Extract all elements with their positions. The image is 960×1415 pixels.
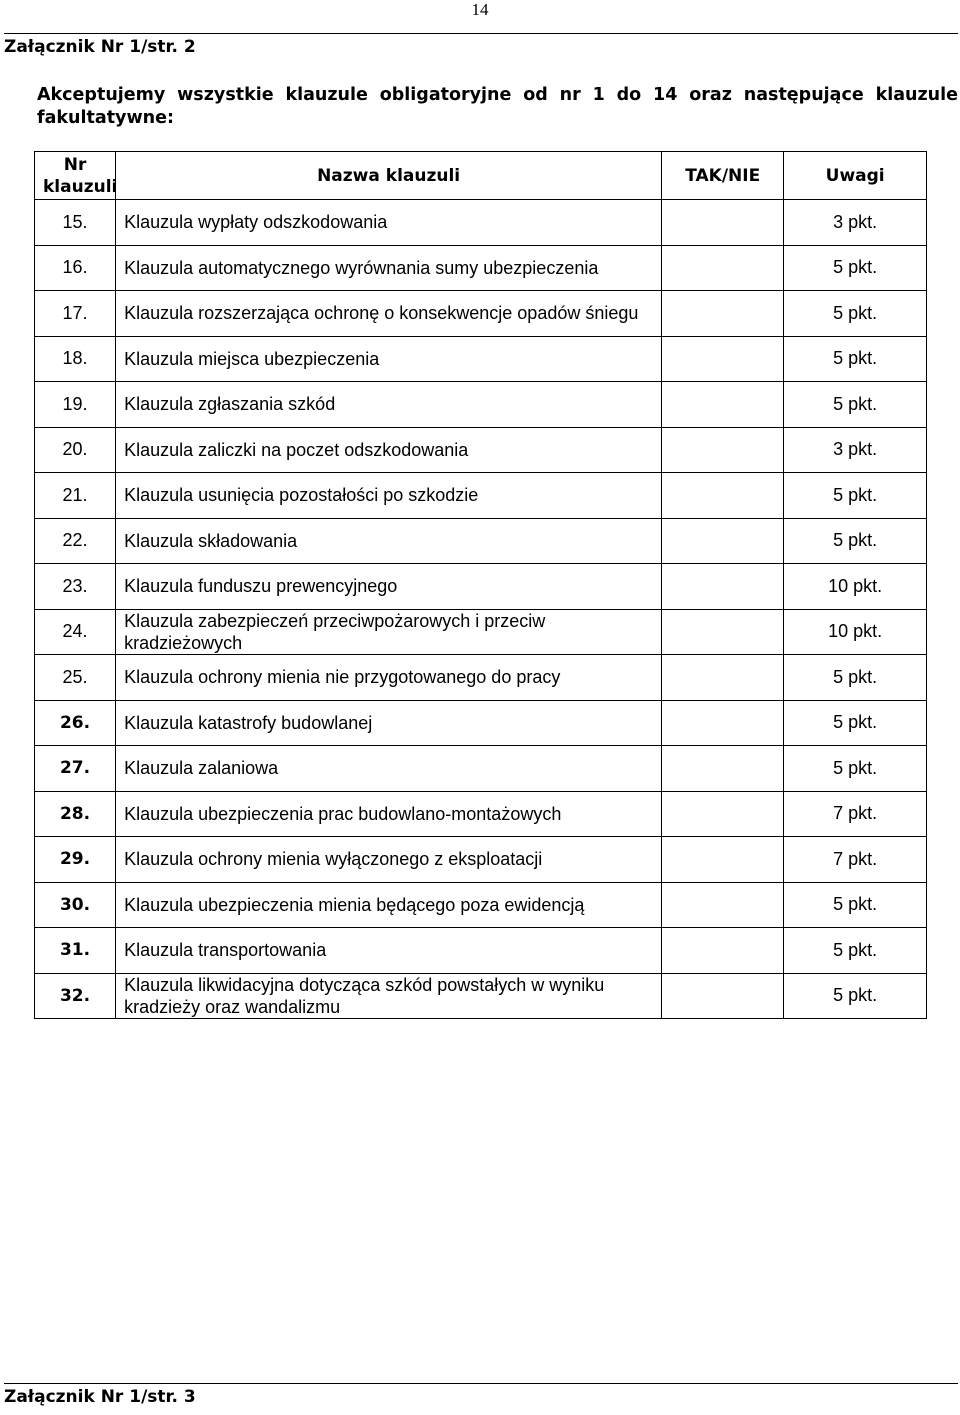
clause-number: 15.: [35, 200, 116, 246]
clause-points: 5 pkt.: [784, 746, 927, 792]
clause-points: 10 pkt.: [784, 564, 927, 610]
clause-name: Klauzula funduszu prewencyjnego: [116, 564, 662, 610]
clause-number: 18.: [35, 336, 116, 382]
clause-number: 27.: [35, 746, 116, 792]
clause-number: 23.: [35, 564, 116, 610]
attachment-header-bottom: Załącznik Nr 1/str. 3: [4, 1383, 958, 1407]
table-row: [35, 473, 927, 519]
header-uwagi: Uwagi: [784, 152, 927, 200]
clause-number: 16.: [35, 245, 116, 291]
clause-points: 7 pkt.: [784, 791, 927, 837]
tak-nie-cell[interactable]: [662, 928, 784, 974]
clause-points: 5 pkt.: [784, 973, 927, 1019]
attachment-header-top: Załącznik Nr 1/str. 2: [4, 33, 958, 57]
clause-name: Klauzula wypłaty odszkodowania: [116, 200, 662, 246]
clause-name: Klauzula składowania: [116, 518, 662, 564]
table-row: [35, 245, 927, 291]
tak-nie-cell[interactable]: [662, 473, 784, 519]
table-row: [35, 700, 927, 746]
clause-number: 20.: [35, 427, 116, 473]
clause-number: 21.: [35, 473, 116, 519]
page-number: 14: [471, 0, 489, 19]
clause-name: Klauzula usunięcia pozostałości po szkodzie: [116, 473, 662, 519]
tak-nie-cell[interactable]: [662, 609, 784, 655]
table-header-row: [35, 152, 927, 200]
clause-points: 10 pkt.: [784, 609, 927, 655]
table-row: [35, 791, 927, 837]
tak-nie-cell[interactable]: [662, 518, 784, 564]
clause-name: Klauzula ochrony mienia wyłączonego z eksploatacji: [116, 837, 662, 883]
clause-name: Klauzula zaliczki na poczet odszkodowania: [116, 427, 662, 473]
tak-nie-cell[interactable]: [662, 655, 784, 701]
clause-name: Klauzula automatycznego wyrównania sumy ubezpieczenia: [116, 245, 662, 291]
clause-name: Klauzula katastrofy budowlanej: [116, 700, 662, 746]
table-row: [35, 973, 927, 1019]
clause-number: 22.: [35, 518, 116, 564]
tak-nie-cell[interactable]: [662, 291, 784, 337]
table-row: [35, 837, 927, 883]
clause-number: 24.: [35, 609, 116, 655]
clause-points: 5 pkt.: [784, 336, 927, 382]
clause-points: 5 pkt.: [784, 928, 927, 974]
table-row: [35, 518, 927, 564]
clause-name: Klauzula transportowania: [116, 928, 662, 974]
tak-nie-cell[interactable]: [662, 746, 784, 792]
header-nr: Nr klauzuli: [35, 152, 116, 200]
clause-points: 7 pkt.: [784, 837, 927, 883]
table-body: [35, 200, 927, 1019]
clause-number: 19.: [35, 382, 116, 428]
clause-number: 29.: [35, 837, 116, 883]
tak-nie-cell[interactable]: [662, 427, 784, 473]
clause-number: 28.: [35, 791, 116, 837]
table-row: [35, 928, 927, 974]
table-row: [35, 427, 927, 473]
table-row: [35, 291, 927, 337]
clause-name: Klauzula ochrony mienia nie przygotowanego do pracy: [116, 655, 662, 701]
clauses-table: [34, 151, 927, 1019]
table-row: [35, 882, 927, 928]
clause-points: 5 pkt.: [784, 473, 927, 519]
table-row: [35, 336, 927, 382]
clause-points: 3 pkt.: [784, 427, 927, 473]
tak-nie-cell[interactable]: [662, 882, 784, 928]
clause-number: 32.: [35, 973, 116, 1019]
clause-points: 5 pkt.: [784, 291, 927, 337]
clause-points: 5 pkt.: [784, 518, 927, 564]
clause-points: 5 pkt.: [784, 882, 927, 928]
tak-nie-cell[interactable]: [662, 973, 784, 1019]
table-row: [35, 609, 927, 655]
tak-nie-cell[interactable]: [662, 245, 784, 291]
clause-number: 30.: [35, 882, 116, 928]
clause-number: 26.: [35, 700, 116, 746]
header-name: Nazwa klauzuli: [116, 152, 662, 200]
tak-nie-cell[interactable]: [662, 837, 784, 883]
clause-name: Klauzula ubezpieczenia mienia będącego poza ewidencją: [116, 882, 662, 928]
tak-nie-cell[interactable]: [662, 700, 784, 746]
clause-name: Klauzula ubezpieczenia prac budowlano-montażowych: [116, 791, 662, 837]
clause-number: 31.: [35, 928, 116, 974]
table-row: [35, 382, 927, 428]
clause-points: 5 pkt.: [784, 700, 927, 746]
clause-number: 17.: [35, 291, 116, 337]
clause-name: Klauzula zabezpieczeń przeciwpożarowych i przeciw kradzieżowych: [116, 609, 662, 655]
clause-points: 5 pkt.: [784, 245, 927, 291]
tak-nie-cell[interactable]: [662, 336, 784, 382]
tak-nie-cell[interactable]: [662, 564, 784, 610]
table-row: [35, 655, 927, 701]
clause-name: Klauzula miejsca ubezpieczenia: [116, 336, 662, 382]
table-row: [35, 746, 927, 792]
clause-name: Klauzula rozszerzająca ochronę o konsekwencje opadów śniegu: [116, 291, 662, 337]
header-tak-nie: TAK/NIE: [662, 152, 784, 200]
clause-points: 3 pkt.: [784, 200, 927, 246]
clause-name: Klauzula zalaniowa: [116, 746, 662, 792]
clause-points: 5 pkt.: [784, 382, 927, 428]
table-row: [35, 200, 927, 246]
clause-number: 25.: [35, 655, 116, 701]
table-row: [35, 564, 927, 610]
intro-text: Akceptujemy wszystkie klauzule obligatoryjne od nr 1 do 14 oraz następujące klauzule fakultatywne:: [37, 85, 958, 128]
tak-nie-cell[interactable]: [662, 791, 784, 837]
clause-name: Klauzula zgłaszania szkód: [116, 382, 662, 428]
clause-name: Klauzula likwidacyjna dotycząca szkód powstałych w wyniku kradzieży oraz wandalizmu: [116, 973, 662, 1019]
tak-nie-cell[interactable]: [662, 382, 784, 428]
clause-points: 5 pkt.: [784, 655, 927, 701]
tak-nie-cell[interactable]: [662, 200, 784, 246]
